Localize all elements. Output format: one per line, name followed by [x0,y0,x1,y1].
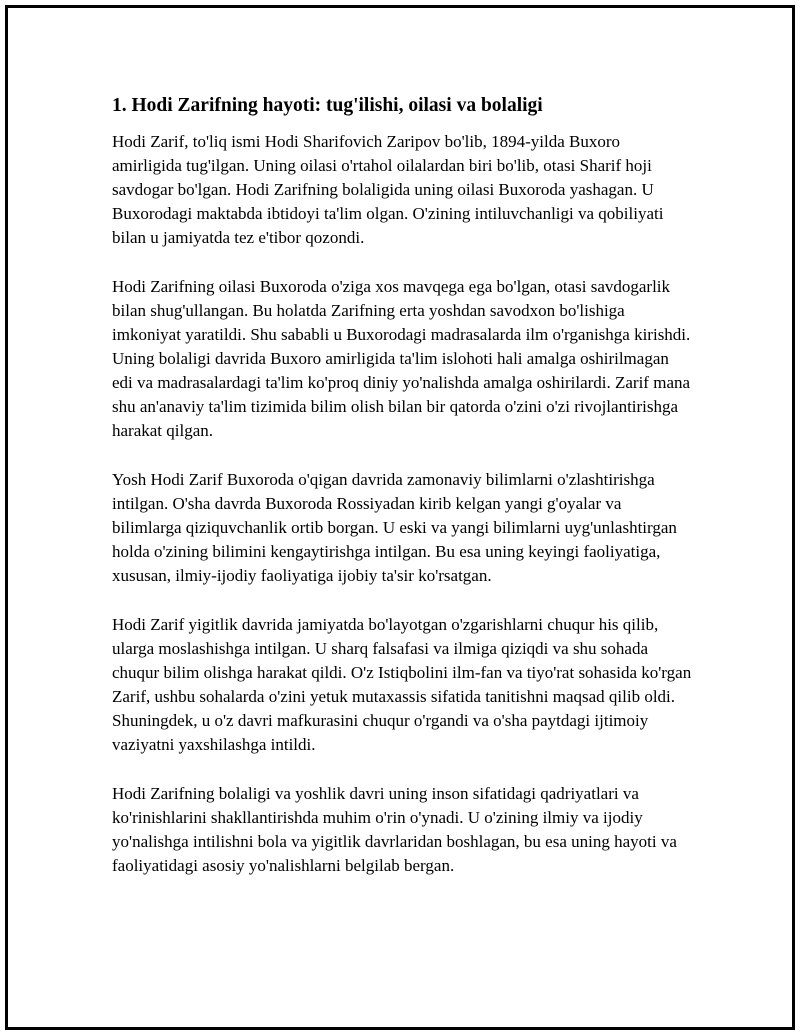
paragraph-3: Yosh Hodi Zarif Buxoroda o'qigan davrida zamonaviy bilimlarni o'zlashtirishga intilgan. O'sha davrda Buxoroda Rossiyadan kirib kelgan yangi g'oyalar va bilimlarga qiziquvchanlik ortib borgan. U eski va yangi bilimlarni uyg'unlashtirgan holda o'zining bilimini kengaytirishga intilgan. Bu esa uning keyingi faoliyatiga, xususan, ilmiy-ijodiy faoliyatiga ijobiy ta'sir ko'rsatgan. [112,470,677,585]
document-body [112,94,692,878]
paragraph-5: Hodi Zarifning bolaligi va yoshlik davri uning inson sifatidagi qadriyatlari va ko'rinishlarini shakllantirishda muhim o'rin o'ynadi. U o'zining ilmiy va ijodiy yo'nalishga intilishni bola va yigitlik davrlaridan boshlagan, bu esa uning hayoti va faoliyatidagi asosiy yo'nalishlarni belgilab bergan. [112,784,677,875]
paragraph-2: Hodi Zarifning oilasi Buxoroda o'ziga xos mavqega ega bo'lgan, otasi savdogarlik bilan shug'ullangan. Bu holatda Zarifning erta yoshdan savodxon bo'lishiga imkoniyat yaratildi. Shu sababli u Buxorodagi madrasalarda ilm o'rganishga kirishdi. Uning bolaligi davrida Buxoro amirligida ta'lim islohoti hali amalga oshirilmagan edi va madrasalardagi ta'lim ko'proq diniy yo'nalishda amalga oshirilardi. Zarif mana shu an'anaviy ta'lim tizimida bilim olish bilan bir qatorda o'zini o'zi rivojlantirishga harakat qilgan. [112,277,691,440]
section-heading: 1. Hodi Zarifning hayoti: tug'ilishi, oilasi va bolaligi [112,95,543,116]
paragraph-1: Hodi Zarif, to'liq ismi Hodi Sharifovich Zaripov bo'lib, 1894-yilda Buxoro amirligida tug'ilgan. Uning oilasi o'rtahol oilalardan biri bo'lib, otasi Sharif hoji savdogar bo'lgan. Hodi Zarifning bolaligida uning oilasi Buxoroda yashagan. U Buxorodagi maktabda ibtidoyi ta'lim olgan. O'zining intiluvchanligi va qobiliyati bilan u jamiyatda tez e'tibor qozondi. [112,132,664,247]
paragraph-4: Hodi Zarif yigitlik davrida jamiyatda bo'layotgan o'zgarishlarni chuqur his qilib, ularga moslashishga intilgan. U sharq falsafasi va ilmiga qiziqdi va shu sohada chuqur bilim olishga harakat qildi. O'z Istiqbolini ilm-fan va tiyo'rat sohasida ko'rgan Zarif, ushbu sohalarda o'zini yetuk mutaxassis sifatida tanitishni maqsad qilib oldi. Shuningdek, u o'z davri mafkurasini chuqur o'rgandi va o'sha paytdagi ijtimoiy vaziyatni yaxshilashga intildi. [112,615,692,754]
